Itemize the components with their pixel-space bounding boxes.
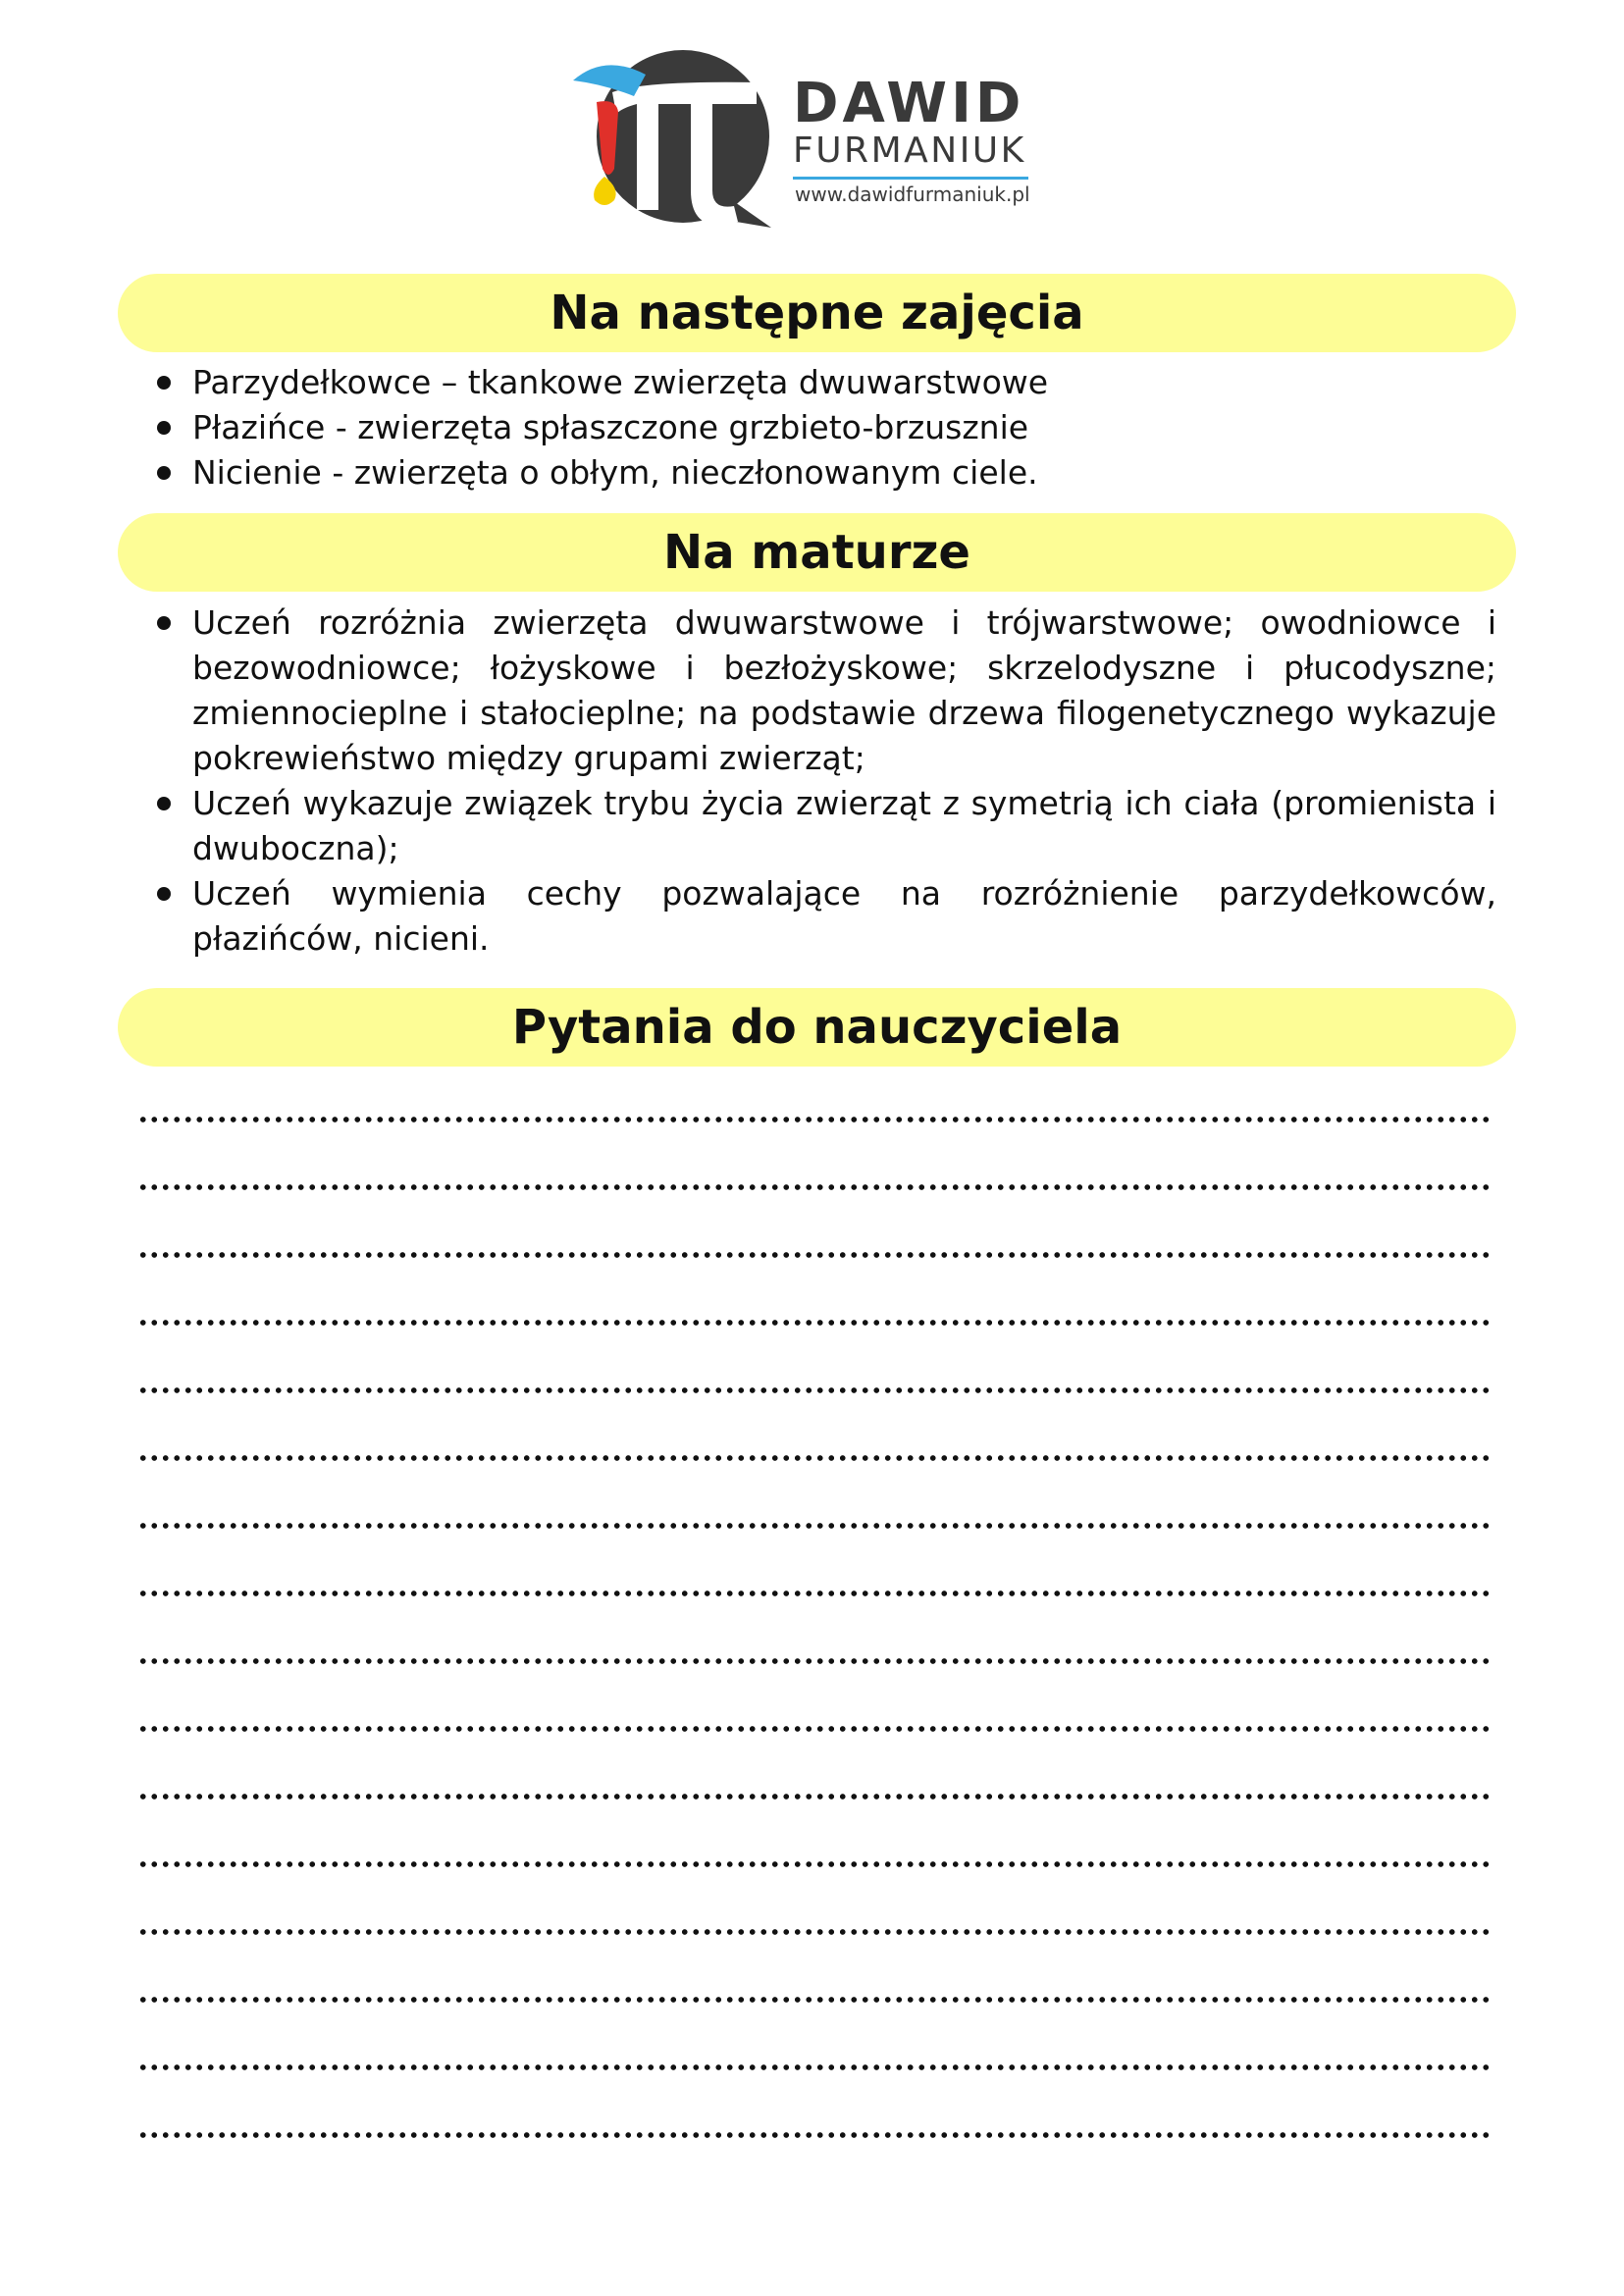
bullet-icon — [157, 466, 171, 480]
brand-divider — [793, 177, 1028, 180]
brand-surname: FURMANIUK — [793, 130, 1026, 171]
bullet-icon — [157, 421, 171, 435]
dotted-line[interactable] — [137, 1437, 1492, 1461]
list-item: Uczeń rozróżnia zwierzęta dwuwarstwowe i trójwarstwowe; owodniowce i bezowodniowce; łożyskowe i bezłożyskowe; skrzelodyszne i płucodyszne; zmiennocieplne i stałocieplne; na podstawie drzewa filogenetycznego wykazuje pokrewieństwo między grupami zwierząt; — [157, 600, 1496, 781]
section-title: Na maturze — [663, 525, 970, 580]
dotted-line[interactable] — [137, 1911, 1492, 1935]
list-item: Uczeń wykazuje związek trybu życia zwierząt z symetrią ich ciała (promienista i dwuboczna); — [157, 781, 1496, 871]
section-header-matura — [118, 513, 1516, 592]
matura-list — [157, 600, 1496, 962]
section-header-questions — [118, 988, 1516, 1067]
section-title: Na następne zajęcia — [550, 286, 1084, 340]
pi-logo-icon — [565, 43, 791, 235]
section-header-next-class — [118, 274, 1516, 352]
bullet-icon — [157, 887, 171, 901]
list-item: Uczeń wymienia cechy pozwalające na rozróżnienie parzydełkowców, płazińców, nicieni. — [157, 871, 1496, 962]
brand-url: www.dawidfurmaniuk.pl — [795, 183, 1030, 206]
list-item: Nicienie - zwierzęta o obłym, nieczłonowanym ciele. — [157, 450, 1496, 496]
list-item: Parzydełkowce – tkankowe zwierzęta dwuwarstwowe — [157, 360, 1496, 405]
dotted-line[interactable] — [137, 1234, 1492, 1258]
bullet-icon — [157, 376, 171, 390]
dotted-line[interactable] — [137, 1302, 1492, 1326]
dotted-line[interactable] — [137, 2114, 1492, 2138]
section-title: Pytania do nauczyciela — [511, 1000, 1123, 1055]
logo — [565, 43, 1036, 235]
dotted-line[interactable] — [137, 1099, 1492, 1122]
dotted-line[interactable] — [137, 1370, 1492, 1393]
dotted-line[interactable] — [137, 1573, 1492, 1596]
dotted-line[interactable] — [137, 1167, 1492, 1190]
bullet-icon — [157, 797, 171, 810]
dotted-line[interactable] — [137, 1641, 1492, 1664]
next-class-list — [157, 360, 1496, 496]
list-item: Płazińce - zwierzęta spłaszczone grzbieto-brzusznie — [157, 405, 1496, 450]
dotted-line[interactable] — [137, 1979, 1492, 2003]
dotted-line[interactable] — [137, 1708, 1492, 1732]
bullet-icon — [157, 616, 171, 630]
dotted-line[interactable] — [137, 1776, 1492, 1800]
answer-lines — [137, 1099, 1492, 2182]
brand-name: DAWID — [793, 72, 1025, 135]
dotted-line[interactable] — [137, 1505, 1492, 1529]
dotted-line[interactable] — [137, 1844, 1492, 1867]
dotted-line[interactable] — [137, 2047, 1492, 2070]
